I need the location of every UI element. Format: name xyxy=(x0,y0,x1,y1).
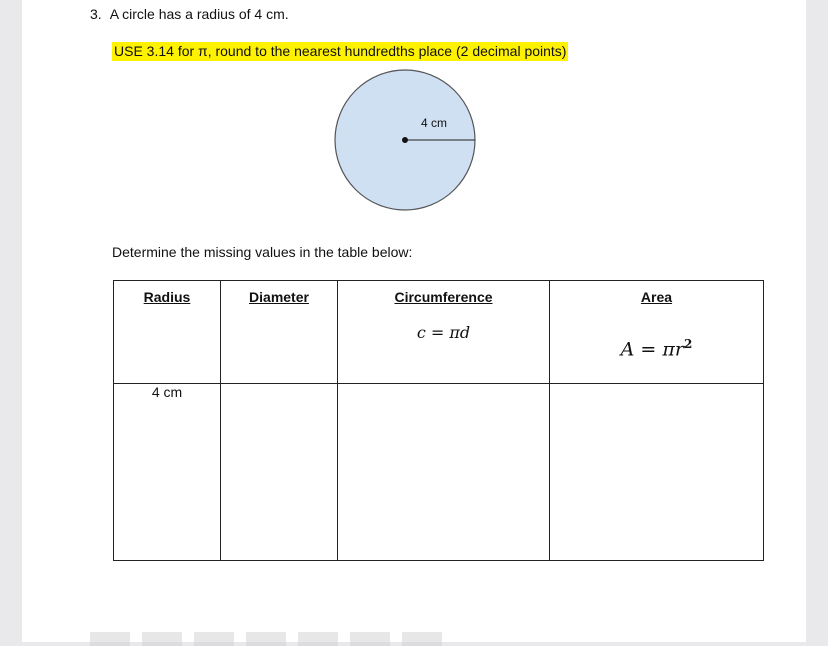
cell-area-answer[interactable] xyxy=(550,384,764,561)
cell-circumference-answer[interactable] xyxy=(338,384,550,561)
area-formula xyxy=(550,337,763,360)
area-formula-base: A = πr xyxy=(620,338,684,361)
header-cell-area xyxy=(550,281,764,384)
header-row xyxy=(114,281,764,384)
values-table xyxy=(113,280,764,561)
cell-radius-value: 4 cm xyxy=(114,384,221,561)
header-diameter: Diameter xyxy=(249,289,309,305)
header-cell-radius xyxy=(114,281,221,384)
cell-diameter-answer[interactable] xyxy=(221,384,338,561)
table-row xyxy=(114,384,764,561)
header-radius: Radius xyxy=(143,289,191,305)
center-dot xyxy=(402,137,408,143)
next-question-cutoff xyxy=(90,632,450,646)
highlighted-instruction: USE 3.14 for π, round to the nearest hundredths place (2 decimal points) xyxy=(114,43,567,59)
header-circumference: Circumference xyxy=(394,289,493,305)
question-number: 3. xyxy=(90,6,102,22)
circle-diagram xyxy=(330,66,480,216)
circumference-formula: c = πd xyxy=(416,323,471,342)
area-formula-exponent: 2 xyxy=(683,337,693,351)
question-text: A circle has a radius of 4 cm. xyxy=(109,6,289,22)
header-area: Area xyxy=(640,289,673,305)
header-cell-circumference xyxy=(338,281,550,384)
table-prompt: Determine the missing values in the table below: xyxy=(112,244,413,260)
radius-label: 4 cm xyxy=(421,116,448,130)
header-cell-diameter xyxy=(221,281,338,384)
question-line xyxy=(90,6,289,22)
